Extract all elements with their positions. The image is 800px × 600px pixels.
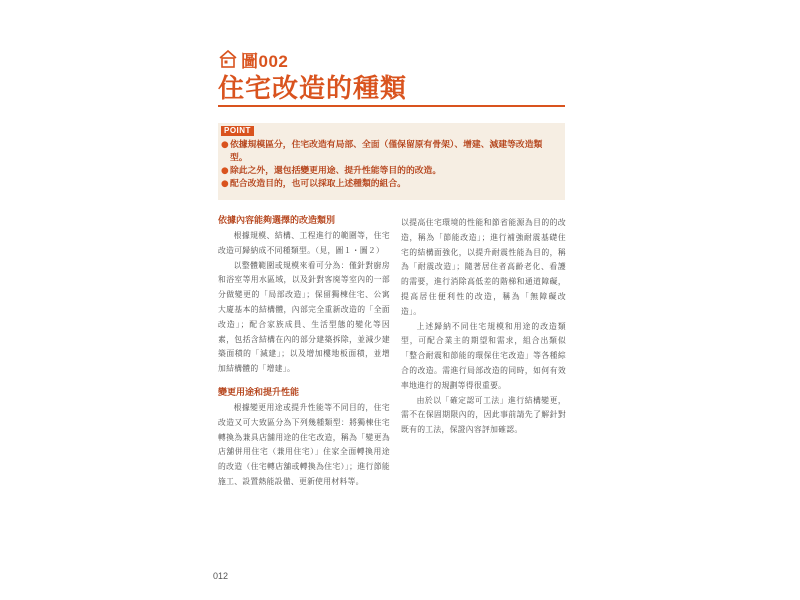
left-column — [218, 214, 390, 490]
title-divider — [218, 105, 565, 107]
right-column — [401, 216, 566, 438]
bullet-icon: ● — [221, 140, 229, 150]
point-item-text: 配合改造目的，也可以採取上述種類的組合。 — [230, 179, 406, 189]
body-paragraph: 以提高住宅環境的性能和節省能源為目的的改造，稱為「節能改造」；進行補強耐震基礎住宅的結構面強化，以提升耐震性能為目的，稱為「耐震改造」；隨著居住者高齡老化、看護的需要，進行消除高低差的階梯和通道障礙，提高居住便利性的改造，稱為「無障礙改造」。 — [401, 218, 566, 316]
body-paragraph: 由於以「確定認可工法」進行結構變更，需不在保固期限內的，因此事前請先了解針對既有的工法，保證內容評加確認。 — [401, 395, 566, 435]
point-item-text: 依據規模區分，住宅改造有局部、全面（僅保留原有骨架）、增建、減建等改造類型。 — [230, 140, 543, 163]
house-icon — [218, 49, 238, 69]
point-box — [218, 123, 565, 200]
point-item — [221, 178, 559, 191]
document-page — [203, 0, 595, 600]
section-heading: 變更用途和提升性能 — [218, 387, 300, 398]
point-list — [221, 139, 559, 191]
point-item-text: 除此之外，還包括變更用途、提升性能等目的的改造。 — [230, 166, 442, 176]
section-heading: 依據內容能夠選擇的改造類別 — [218, 216, 336, 226]
bullet-icon: ● — [221, 166, 229, 176]
section-header — [218, 46, 288, 72]
page-title: 住宅改造的種類 — [218, 74, 408, 104]
bullet-icon: ● — [221, 179, 229, 189]
point-item — [221, 165, 559, 178]
body-paragraph: 根據變更用途或提升性能等不同目的，住宅改造又可大致區分為下列幾種類型：將獨棟住宅轉換為兼具店舖用途的住宅改造，稱為「變更為店舖併用住宅（兼用住宅）」住家全面轉換用途的改造（住宅轉店舖或轉換為住宅）」；進行節能施工、設置熱能設備、更新使用材料等。 — [218, 402, 390, 486]
point-item — [221, 139, 559, 165]
page-number: 012 — [213, 571, 229, 581]
series-number: 圖002 — [241, 51, 289, 71]
body-paragraph: 上述歸納不同住宅規模和用途的改造類型，可配合業主的期望和需求，組合出類似「整合耐震和節能的環保住宅改造」等各種綜合的改造。需進行局部改造的同時，如何有效率地進行的規劃等得很重要。 — [401, 321, 566, 390]
body-paragraph: 根據規模、結構、工程進行的範圍等，住宅改造可歸納成不同種類型。（見，圖１・圖２） — [218, 231, 390, 255]
body-paragraph: 以整體範圍或規模來看可分為：僅針對廚房和浴室等用水區域，以及針對客廃等室內的一部分做變更的「局部改造」；保留獨棟住宅、公寓大廈基本的結構體，內部完全重新改造的「全面改造」；配合家族成員、生活型態的變化等因素，包括含結構在內的部分建築拆除，並減少建築面積的「減建」；以及增加樓地板面積，並增加結構體的「增建」。 — [218, 260, 390, 374]
point-label: POINT — [221, 126, 254, 136]
